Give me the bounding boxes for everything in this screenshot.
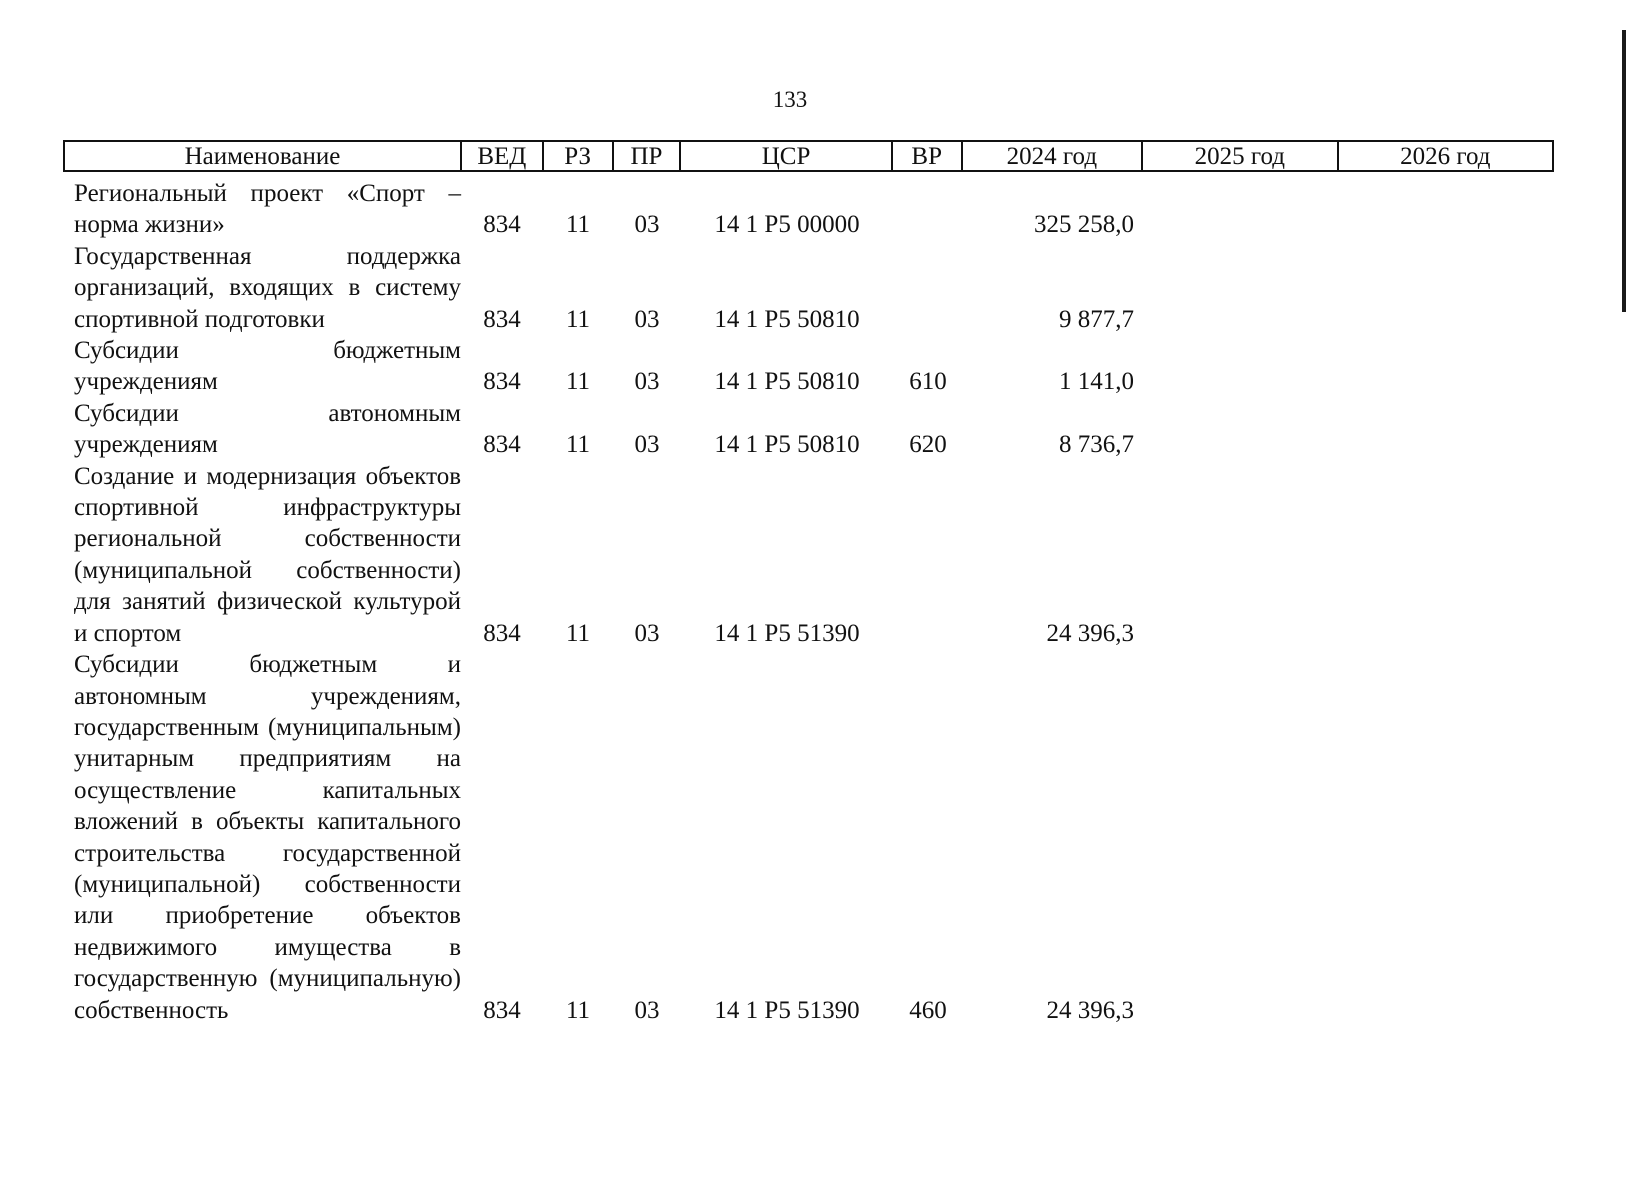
row-vr: 620 (909, 431, 947, 459)
row-rz: 11 (565, 996, 591, 1024)
row-rz: 11 (565, 619, 591, 647)
table-header (63, 140, 1554, 172)
row-csr: 14 1 Р5 00000 (714, 211, 860, 239)
row-rz: 11 (565, 368, 591, 396)
header-2025: 2025 год (1143, 142, 1338, 170)
row-ved: 834 (483, 211, 521, 239)
row-vr: 460 (909, 996, 947, 1024)
row-pr: 03 (634, 431, 660, 459)
row-ved: 834 (483, 996, 521, 1024)
row-ved: 834 (483, 368, 521, 396)
row-ved: 834 (483, 431, 521, 459)
row-2024: 1 141,0 (1059, 368, 1134, 396)
table-row (63, 649, 1554, 1026)
row-csr: 14 1 Р5 51390 (714, 619, 860, 647)
header-vr: ВР (893, 142, 963, 170)
header-ved: ВЕД (462, 142, 544, 170)
row-2024: 325 258,0 (1034, 211, 1134, 239)
row-pr: 03 (634, 619, 660, 647)
table-row (63, 241, 1554, 335)
scan-edge-mark (1622, 30, 1626, 312)
row-rz: 11 (565, 211, 591, 239)
header-name: Наименование (65, 142, 462, 170)
table-row (63, 398, 1554, 461)
row-pr: 03 (634, 211, 660, 239)
row-2024: 8 736,7 (1059, 431, 1134, 459)
table-body (63, 178, 1554, 1026)
table-row (63, 461, 1554, 649)
row-2024: 24 396,3 (1046, 996, 1134, 1024)
row-csr: 14 1 Р5 50810 (714, 305, 860, 333)
page-number: 133 (772, 87, 808, 112)
row-pr: 03 (634, 368, 660, 396)
row-csr: 14 1 Р5 51390 (714, 996, 860, 1024)
row-pr: 03 (634, 305, 660, 333)
row-csr: 14 1 Р5 50810 (714, 431, 860, 459)
row-2024: 24 396,3 (1046, 619, 1134, 647)
row-vr: 610 (909, 368, 947, 396)
header-2024: 2024 год (963, 142, 1144, 170)
header-2026: 2026 год (1400, 143, 1491, 170)
row-name: Региональный проект «Спорт – норма жизни» (74, 180, 461, 239)
header-csr: ЦСР (681, 142, 892, 170)
row-pr: 03 (634, 996, 660, 1024)
row-name: Субсидии бюджетным и автономным учреждениям, государственным (муниципальным) унитарным предприятиям на осуществление капитальных вложений в объекты капитального строительства государственной (муниципальной) собственности или приобретение объектов недвижимого имущества в государственную (муниципальную) собственность (74, 651, 461, 1024)
table-row (63, 178, 1554, 241)
table-row (63, 335, 1554, 398)
row-ved: 834 (483, 305, 521, 333)
row-name: Субсидии автономным учреждениям (74, 399, 461, 459)
row-rz: 11 (565, 305, 591, 333)
header-pr: ПР (614, 142, 682, 170)
row-rz: 11 (565, 431, 591, 459)
row-csr: 14 1 Р5 50810 (714, 368, 860, 396)
row-name: Субсидии бюджетным учреждениям (74, 337, 461, 396)
row-name: Создание и модернизация объектов спортивной инфраструктуры региональной собственности (муниципальной собственности) для занятий физической культурой и спортом (74, 462, 461, 647)
header-rz: РЗ (544, 142, 614, 170)
row-2024: 9 877,7 (1059, 305, 1134, 333)
row-name: Государственная поддержка организаций, входящих в систему спортивной подготовки (74, 242, 461, 333)
row-ved: 834 (483, 619, 521, 647)
